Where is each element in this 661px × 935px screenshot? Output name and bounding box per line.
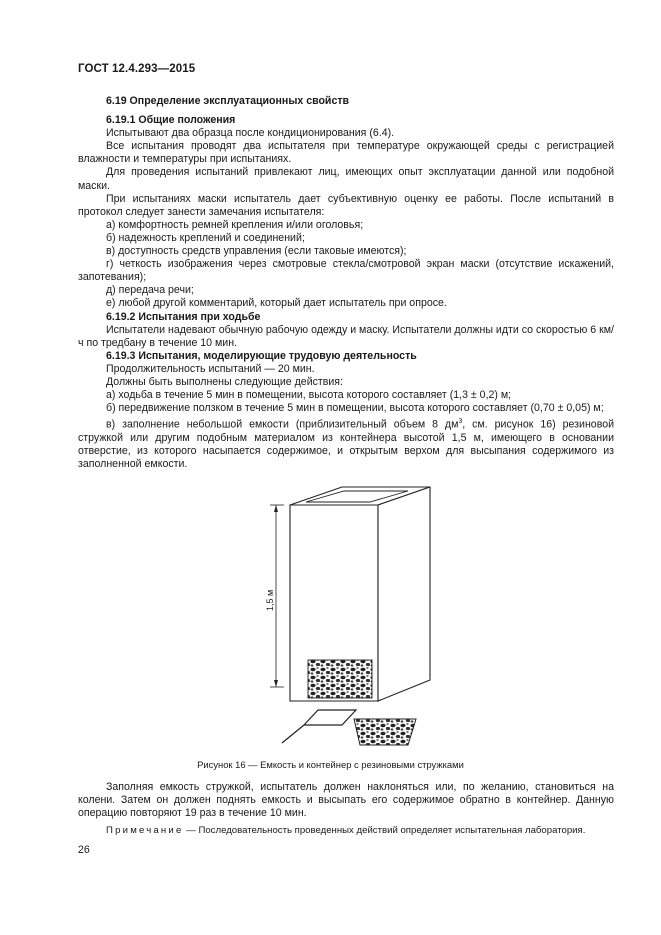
list-item-text: , см. рисунок 16) резиновой стружкой или другим подобным материалом из контейнера высотой 1,5 м, имеющего в основании отверстие, из которого насыпается содержимое, и открытым верхом для высыпания содержимого из заполненной емкости. [78, 418, 615, 471]
subsection-heading-work: 6.19.3 Испытания, моделирующие трудовую деятельность [106, 349, 417, 362]
section-heading: 6.19 Определение эксплуатационных свойств [106, 95, 350, 107]
paragraph: Испытатели надевают обычную рабочую одежду и маску. Испытатели должны идти со скоростью 6 км/ч по тредбану в течение 10 мин. [78, 323, 614, 349]
document-header: ГОСТ 12.4.293—2015 [78, 63, 196, 75]
list-item: е) любой другой комментарий, который дает испытатель при опросе. [106, 297, 447, 310]
list-item-text: в) заполнение небольшой емкости (приблизительный объем 8 дм [106, 418, 459, 431]
paragraph: Продолжительность испытаний — 20 мин. [106, 362, 315, 375]
note-label: Примечание [106, 825, 184, 836]
list-item: в) доступность средств управления (если таковые имеются); [106, 245, 407, 258]
rubber-chips-tub [354, 719, 416, 745]
list-item: б) надежность креплений и соединений; [106, 231, 305, 244]
container-base-opening [308, 660, 372, 698]
arrow-up-icon [274, 505, 278, 512]
figure-16 [230, 475, 450, 755]
paragraph: Испытывают два образца после кондиционирования (6.4). [106, 127, 395, 140]
list-item: а) ходьба в течение 5 мин в помещении, высота которого составляет (1,3 ± 0,2) м; [106, 389, 512, 402]
arrow-down-icon [274, 680, 278, 687]
paragraph: Заполняя емкость стружкой, испытатель должен наклоняться или, по желанию, становиться на колени. Затем он должен поднять емкость и высыпать его содержимое обратно в контейнер. Данную операцию повторяют 19 раз в течение 10 мин. [78, 781, 614, 820]
after-figure-text [78, 781, 614, 820]
subsection-heading-general: 6.19.1 Общие положения [106, 114, 236, 127]
note-text: — Последовательность проведенных действий определяет испытательная лаборатория. [183, 825, 586, 836]
figure-caption: Рисунок 16 — Емкость и контейнер с резиновыми стружками [197, 759, 464, 770]
page-number: 26 [78, 844, 90, 856]
superscript: 3 [458, 418, 463, 426]
note [78, 825, 614, 836]
list-item: б) передвижение ползком в течение 5 мин в помещении, высота которого составляет (0,70 ± 0,05) м; [106, 402, 604, 415]
subsection-heading-walking: 6.19.2 Испытания при ходьбе [106, 310, 261, 323]
main-content [78, 95, 614, 471]
container-side [378, 487, 430, 701]
paragraph: Для проведения испытаний привлекают лиц, имеющих опыт эксплуатации данной или подобной маски. [78, 166, 614, 192]
dimension-label: 1,5 м [265, 589, 275, 611]
container-illustration [230, 475, 450, 755]
paragraph: При испытаниях маски испытатель дает субъективную оценку ее работы. После испытаний в протокол следует занести замечания испытателя: [78, 192, 614, 218]
scoop [304, 710, 356, 725]
scoop-handle [282, 725, 304, 743]
paragraph: Все испытания проводят два испытателя при температуре окружающей среды с регистрацией влажности и температуры при испытаниях. [78, 140, 614, 166]
list-item [78, 415, 614, 471]
list-item: г) четкость изображения через смотровые стекла/смотровой экран маски (отсутствие искажений, запотевания); [78, 258, 614, 284]
paragraph: Должны быть выполнены следующие действия: [106, 375, 343, 388]
list-item: а) комфортность ремней крепления и/или оголовья; [106, 218, 364, 231]
list-item: д) передача речи; [106, 284, 194, 297]
